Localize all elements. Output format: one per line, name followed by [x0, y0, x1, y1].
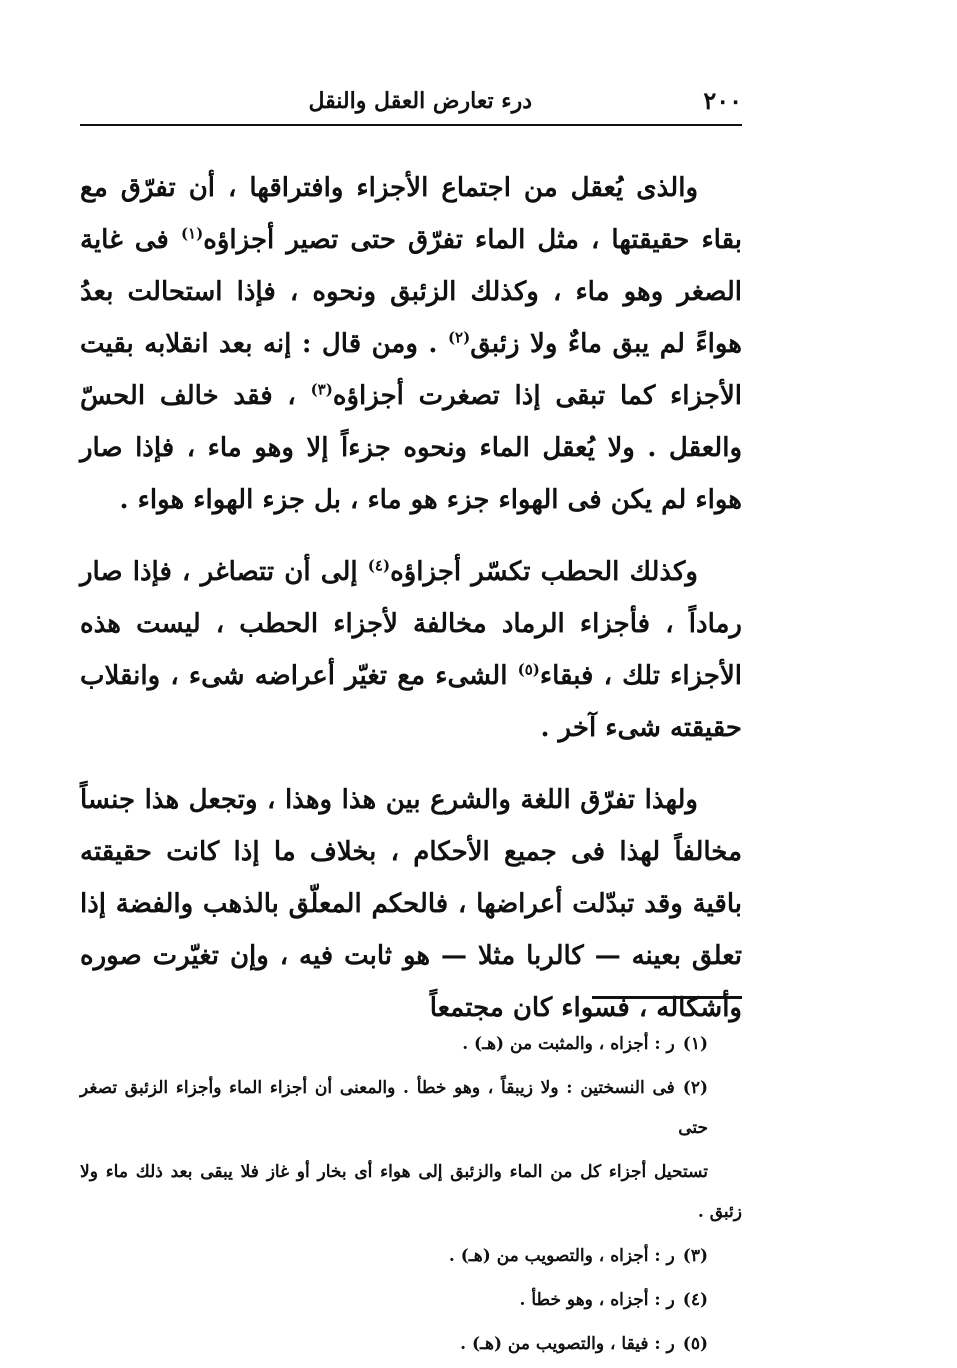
footnote-ref-5[interactable]: (٥) — [517, 660, 540, 679]
text-segment: ، فقد خالف الحسّ والعقل . ولا يُعقل الماء ونحوه جزءاً إلا وهو ماء ، فإذا صار هواء لم يكن فى الهواء جزء هو ماء ، بل جزء الهواء هواء . — [80, 381, 742, 515]
footnote-number: (١) — [682, 1034, 708, 1054]
footnote-2 — [80, 1068, 742, 1148]
text-segment: ولهذا تفرّق اللغة والشرع بين هذا وهذا ، وتجعل هذا جنساً مخالفاً لهذا فى جميع الأحكام ، بخلاف ما إذا كانت حقيقته باقية وقد تبدّلت أعراضها ، فالحكم المعلّق بالذهب والفضة إذا تعلق بعينه — كالربا مثلا — هو ثابت فيه ، وإن تغيّرت صوره وأشكاله ، فسواء كان مجتمعاً — [80, 785, 742, 1023]
footnote-3 — [80, 1236, 742, 1276]
footnote-number: (٤) — [682, 1290, 708, 1310]
text-segment: . ومن قال : إنه بعد انقلابه بقيت الأجزاء كما تبقى إذا تصغرت أجزاؤه — [80, 329, 742, 411]
footnote-ref-3[interactable]: (٣) — [310, 380, 333, 399]
footnote-ref-4[interactable]: (٤) — [367, 556, 391, 575]
footnote-ref-1[interactable]: (١) — [180, 224, 204, 243]
footnote-text: فى النسختين : ولا زيبقاً ، وهو خطأ . والمعنى أن أجزاء الماء وأجزاء الزئبق تصغر حتى — [80, 1078, 708, 1138]
footnote-ref-2[interactable]: (٢) — [447, 328, 471, 347]
footnote-text: ر : أجزاه ، والتصويب من (هـ) . — [448, 1246, 675, 1266]
page-header — [80, 84, 742, 118]
footnote-text: تستحيل أجزاء كل من الماء والزئبق إلى هواء أى بخار أو غاز فلا يبقى بعد ذلك ماء ولا زئبق . — [80, 1162, 742, 1222]
footnote-number: (٣) — [682, 1246, 708, 1266]
main-text — [80, 162, 742, 1054]
footnote-text: ر : فيقا ، والتصويب من (هـ) . — [460, 1334, 675, 1354]
running-title: درء تعارض العقل والنقل — [308, 88, 532, 114]
text-segment: وكذلك الحطب تكسّر أجزاؤه — [390, 557, 698, 587]
paragraph-3 — [80, 774, 742, 1034]
footnote-text: ر : أجزاه ، والمثبت من (هـ) . — [462, 1034, 675, 1054]
text-segment: فى غاية الصغر وهو ماء ، وكذلك الزئبق ونحوه ، فإذا استحالت بعدُ هواءً لم يبق ماءٌ ولا زئبق — [80, 225, 742, 359]
text-segment: والذى يُعقل من اجتماع الأجزاء وافتراقها ، أن تفرّق مع بقاء حقيقتها ، مثل الماء تفرّق حتى تصير أجزاؤه — [80, 173, 742, 255]
header-rule — [80, 124, 742, 126]
footnote-rule — [592, 996, 742, 999]
footnote-5 — [80, 1324, 742, 1364]
footnote-2-continuation — [80, 1152, 742, 1232]
text-segment: إلى أن تتصاغر ، فإذا صار رماداً ، فأجزاء الرماد مخالفة لأجزاء الحطب ، ليست هذه الأجزاء تلك ، فبقاء — [80, 557, 743, 691]
page-number: ٢٠٠ — [703, 86, 742, 115]
footnote-1 — [80, 1024, 742, 1064]
footnote-4 — [80, 1280, 742, 1320]
paragraph-2 — [80, 546, 742, 754]
paragraph-1 — [80, 162, 742, 526]
footnote-number: (٥) — [682, 1334, 708, 1354]
footnote-text: ر : أجزاه ، وهو خطأ . — [519, 1290, 675, 1310]
text-segment: الشىء مع تغيّر أعراضه شىء ، وانقلاب حقيقته شىء آخر . — [80, 661, 742, 743]
footnotes — [80, 1024, 742, 1368]
footnote-number: (٢) — [682, 1078, 708, 1098]
